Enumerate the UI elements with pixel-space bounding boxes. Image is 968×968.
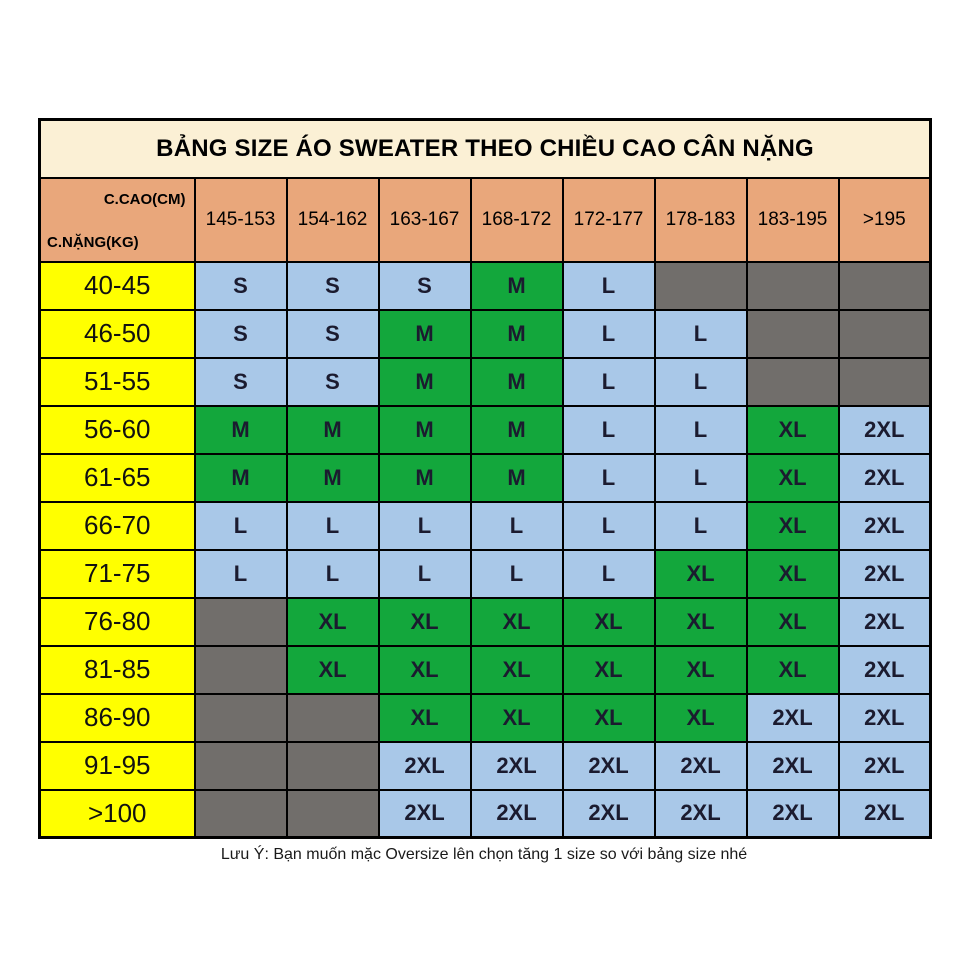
- weight-row-header: 66-70: [40, 502, 195, 550]
- size-cell: S: [195, 262, 287, 310]
- unavailable-cell: [195, 694, 287, 742]
- size-cell: L: [195, 502, 287, 550]
- size-cell: 2XL: [655, 742, 747, 790]
- size-cell: XL: [471, 646, 563, 694]
- table-row: [40, 742, 931, 790]
- size-cell: S: [195, 310, 287, 358]
- size-cell: XL: [747, 598, 839, 646]
- weight-row-header: >100: [40, 790, 195, 838]
- size-cell: 2XL: [379, 742, 471, 790]
- size-cell: M: [471, 454, 563, 502]
- size-cell: M: [379, 358, 471, 406]
- unavailable-cell: [287, 742, 379, 790]
- size-cell: M: [471, 262, 563, 310]
- unavailable-cell: [195, 598, 287, 646]
- weight-row-header: 56-60: [40, 406, 195, 454]
- size-cell: L: [379, 550, 471, 598]
- size-cell: XL: [747, 454, 839, 502]
- size-cell: 2XL: [563, 742, 655, 790]
- table-row: [40, 262, 931, 310]
- size-cell: L: [195, 550, 287, 598]
- size-cell: XL: [563, 598, 655, 646]
- size-cell: L: [655, 310, 747, 358]
- size-cell: 2XL: [471, 790, 563, 838]
- size-cell: XL: [379, 598, 471, 646]
- unavailable-cell: [195, 646, 287, 694]
- size-cell: 2XL: [839, 598, 931, 646]
- size-cell: L: [563, 502, 655, 550]
- size-cell: M: [471, 358, 563, 406]
- size-cell: L: [655, 454, 747, 502]
- weight-row-header: 51-55: [40, 358, 195, 406]
- table-row: [40, 790, 931, 838]
- unavailable-cell: [839, 262, 931, 310]
- height-column-header: >195: [839, 178, 931, 262]
- size-cell: XL: [655, 550, 747, 598]
- unavailable-cell: [287, 790, 379, 838]
- weight-axis-label: C.NẶNG(KG): [47, 233, 139, 251]
- table-row: [40, 406, 931, 454]
- size-chart-table: [38, 118, 932, 839]
- size-cell: 2XL: [839, 694, 931, 742]
- size-cell: XL: [655, 598, 747, 646]
- table-row: [40, 646, 931, 694]
- size-cell: 2XL: [747, 742, 839, 790]
- table-row: [40, 454, 931, 502]
- size-cell: 2XL: [839, 742, 931, 790]
- size-cell: L: [563, 310, 655, 358]
- size-cell: XL: [655, 646, 747, 694]
- size-cell: 2XL: [839, 550, 931, 598]
- size-cell: XL: [287, 646, 379, 694]
- height-column-header: 163-167: [379, 178, 471, 262]
- size-cell: L: [287, 550, 379, 598]
- size-cell: 2XL: [379, 790, 471, 838]
- unavailable-cell: [747, 310, 839, 358]
- size-cell: XL: [655, 694, 747, 742]
- table-row: [40, 502, 931, 550]
- unavailable-cell: [747, 262, 839, 310]
- size-cell: S: [195, 358, 287, 406]
- weight-row-header: 40-45: [40, 262, 195, 310]
- size-cell: S: [287, 262, 379, 310]
- size-cell: XL: [379, 646, 471, 694]
- size-cell: M: [379, 310, 471, 358]
- size-cell: 2XL: [563, 790, 655, 838]
- size-cell: L: [563, 262, 655, 310]
- size-cell: S: [287, 358, 379, 406]
- size-cell: L: [655, 502, 747, 550]
- size-cell: M: [287, 406, 379, 454]
- weight-row-header: 81-85: [40, 646, 195, 694]
- weight-row-header: 91-95: [40, 742, 195, 790]
- table-row: [40, 310, 931, 358]
- height-column-header: 145-153: [195, 178, 287, 262]
- size-cell: 2XL: [839, 502, 931, 550]
- unavailable-cell: [839, 358, 931, 406]
- height-column-header: 178-183: [655, 178, 747, 262]
- size-cell: M: [379, 406, 471, 454]
- size-cell: L: [563, 550, 655, 598]
- weight-row-header: 71-75: [40, 550, 195, 598]
- size-cell: L: [471, 502, 563, 550]
- size-cell: 2XL: [839, 646, 931, 694]
- table-row: [40, 550, 931, 598]
- size-cell: 2XL: [839, 406, 931, 454]
- height-axis-label: C.CAO(CM): [103, 190, 186, 208]
- unavailable-cell: [655, 262, 747, 310]
- chart-title: BẢNG SIZE ÁO SWEATER THEO CHIỀU CAO CÂN NẶNG: [40, 120, 931, 178]
- size-cell: M: [471, 406, 563, 454]
- size-cell: L: [471, 550, 563, 598]
- size-cell: M: [379, 454, 471, 502]
- size-cell: 2XL: [655, 790, 747, 838]
- axis-corner-cell: [40, 178, 195, 262]
- size-cell: XL: [747, 502, 839, 550]
- weight-row-header: 61-65: [40, 454, 195, 502]
- size-cell: XL: [747, 406, 839, 454]
- size-cell: L: [655, 406, 747, 454]
- size-cell: L: [563, 358, 655, 406]
- height-column-header: 172-177: [563, 178, 655, 262]
- unavailable-cell: [195, 742, 287, 790]
- weight-row-header: 46-50: [40, 310, 195, 358]
- size-cell: XL: [563, 694, 655, 742]
- table-row: [40, 694, 931, 742]
- weight-row-header: 86-90: [40, 694, 195, 742]
- height-column-header: 168-172: [471, 178, 563, 262]
- unavailable-cell: [287, 694, 379, 742]
- size-cell: S: [379, 262, 471, 310]
- size-cell: 2XL: [839, 454, 931, 502]
- size-cell: XL: [471, 598, 563, 646]
- size-cell: M: [471, 310, 563, 358]
- size-cell: 2XL: [839, 790, 931, 838]
- size-cell: M: [195, 406, 287, 454]
- footer-note: Lưu Ý: Bạn muốn mặc Oversize lên chọn tăng 1 size so với bảng size nhé: [220, 846, 748, 863]
- size-cell: XL: [747, 550, 839, 598]
- size-cell: M: [195, 454, 287, 502]
- size-cell: M: [287, 454, 379, 502]
- size-cell: XL: [471, 694, 563, 742]
- table-row: [40, 358, 931, 406]
- size-cell: XL: [379, 694, 471, 742]
- size-cell: XL: [747, 646, 839, 694]
- size-cell: L: [655, 358, 747, 406]
- size-cell: S: [287, 310, 379, 358]
- size-cell: L: [287, 502, 379, 550]
- unavailable-cell: [195, 790, 287, 838]
- size-cell: 2XL: [747, 694, 839, 742]
- size-cell: 2XL: [471, 742, 563, 790]
- height-column-header: 183-195: [747, 178, 839, 262]
- size-cell: 2XL: [747, 790, 839, 838]
- size-cell: XL: [287, 598, 379, 646]
- height-column-header: 154-162: [287, 178, 379, 262]
- table-row: [40, 598, 931, 646]
- weight-row-header: 76-80: [40, 598, 195, 646]
- size-cell: L: [379, 502, 471, 550]
- size-cell: XL: [563, 646, 655, 694]
- unavailable-cell: [839, 310, 931, 358]
- size-chart-page: [38, 118, 932, 864]
- size-cell: L: [563, 406, 655, 454]
- unavailable-cell: [747, 358, 839, 406]
- size-cell: L: [563, 454, 655, 502]
